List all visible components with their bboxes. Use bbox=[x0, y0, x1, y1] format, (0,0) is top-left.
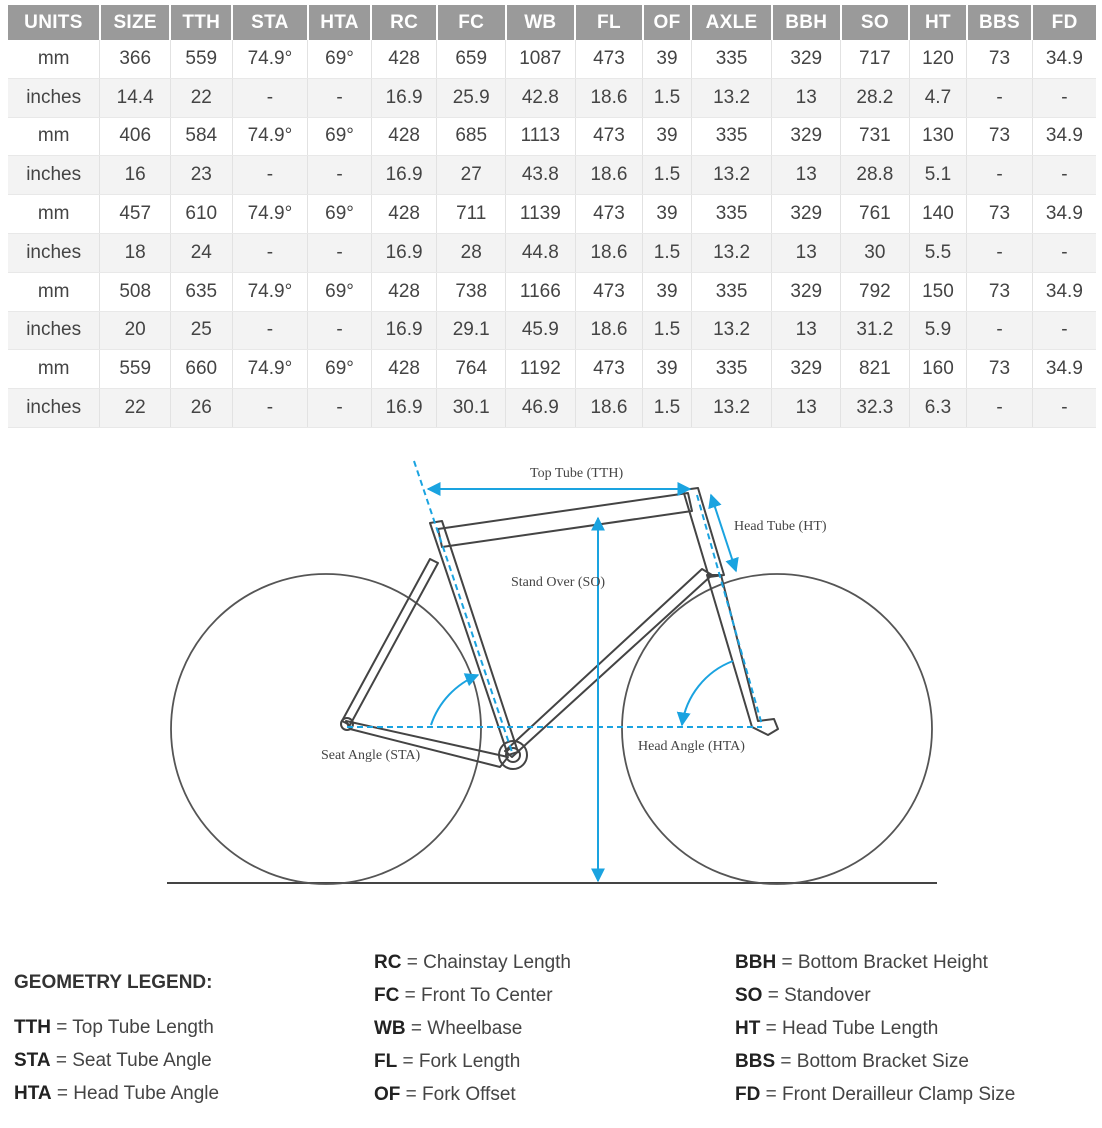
table-row bbox=[8, 117, 1096, 156]
legend-abbr: HTA bbox=[14, 1083, 52, 1104]
table-cell: 69° bbox=[308, 117, 372, 156]
table-cell: 34.9 bbox=[1032, 195, 1096, 234]
table-row bbox=[8, 156, 1096, 195]
table-cell: - bbox=[232, 156, 308, 195]
table-cell: 16.9 bbox=[371, 311, 437, 350]
table-cell: 13 bbox=[772, 78, 841, 117]
table-cell: 120 bbox=[909, 40, 967, 78]
table-cell: 28 bbox=[437, 233, 506, 272]
table-cell: 4.7 bbox=[909, 78, 967, 117]
legend-abbr: FD bbox=[735, 1084, 761, 1105]
table-cell: 140 bbox=[909, 195, 967, 234]
table-cell: inches bbox=[8, 311, 100, 350]
legend-item-of bbox=[374, 1084, 516, 1106]
legend-abbr: BBS bbox=[735, 1051, 776, 1072]
legend-description: = Head Tube Angle bbox=[51, 1083, 220, 1104]
table-cell: 26 bbox=[170, 389, 232, 428]
table-cell: 73 bbox=[967, 195, 1033, 234]
legend-abbr: OF bbox=[374, 1084, 401, 1105]
legend-item-tth bbox=[14, 1017, 214, 1039]
table-cell: - bbox=[1032, 78, 1096, 117]
table-cell: 335 bbox=[691, 350, 772, 389]
table-cell: 428 bbox=[371, 40, 437, 78]
table-cell: 74.9° bbox=[232, 40, 308, 78]
table-cell: 30 bbox=[841, 233, 910, 272]
legend-abbr: FL bbox=[374, 1051, 398, 1072]
table-cell: 23 bbox=[170, 156, 232, 195]
table-cell: 13.2 bbox=[691, 78, 772, 117]
table-cell: 27 bbox=[437, 156, 506, 195]
legend-abbr: RC bbox=[374, 952, 402, 973]
table-cell: 428 bbox=[371, 117, 437, 156]
legend-description: = Bottom Bracket Height bbox=[776, 952, 988, 973]
table-cell: - bbox=[1032, 156, 1096, 195]
column-header-wb: WB bbox=[506, 5, 576, 40]
table-cell: 335 bbox=[691, 195, 772, 234]
table-cell: 329 bbox=[772, 117, 841, 156]
table-cell: 635 bbox=[170, 272, 232, 311]
legend-item-rc bbox=[374, 952, 571, 974]
table-cell: 29.1 bbox=[437, 311, 506, 350]
table-cell: 1087 bbox=[506, 40, 576, 78]
label-stand-over: Stand Over (SO) bbox=[511, 575, 606, 590]
table-cell: 39 bbox=[643, 195, 691, 234]
legend-abbr: STA bbox=[14, 1050, 51, 1071]
label-top-tube: Top Tube (TTH) bbox=[530, 466, 624, 481]
table-cell: 13.2 bbox=[691, 156, 772, 195]
table-cell: 659 bbox=[437, 40, 506, 78]
table-cell: 16.9 bbox=[371, 389, 437, 428]
label-head-tube: Head Tube (HT) bbox=[734, 519, 827, 534]
column-header-so: SO bbox=[841, 5, 910, 40]
table-cell: 428 bbox=[371, 272, 437, 311]
table-cell: 39 bbox=[643, 272, 691, 311]
table-cell: 42.8 bbox=[506, 78, 576, 117]
table-cell: 13 bbox=[772, 389, 841, 428]
table-cell: 717 bbox=[841, 40, 910, 78]
table-cell: inches bbox=[8, 156, 100, 195]
legend-abbr: FC bbox=[374, 985, 400, 1006]
table-cell: 1.5 bbox=[643, 78, 691, 117]
column-header-bbh: BBH bbox=[772, 5, 841, 40]
table-cell: 130 bbox=[909, 117, 967, 156]
table-cell: 44.8 bbox=[506, 233, 576, 272]
table-cell: 39 bbox=[643, 40, 691, 78]
table-cell: 69° bbox=[308, 40, 372, 78]
table-cell: 13.2 bbox=[691, 233, 772, 272]
table-cell: 74.9° bbox=[232, 195, 308, 234]
table-cell: 685 bbox=[437, 117, 506, 156]
table-cell: 610 bbox=[170, 195, 232, 234]
table-cell: 731 bbox=[841, 117, 910, 156]
table-cell: 13 bbox=[772, 233, 841, 272]
table-cell: 43.8 bbox=[506, 156, 576, 195]
legend-item-bbs bbox=[735, 1051, 969, 1073]
legend-description: = Front To Center bbox=[399, 985, 553, 1006]
table-cell: 18 bbox=[100, 233, 171, 272]
legend-description: = Head Tube Length bbox=[760, 1018, 939, 1039]
table-row bbox=[8, 233, 1096, 272]
table-cell: 74.9° bbox=[232, 350, 308, 389]
table-cell: 1.5 bbox=[643, 311, 691, 350]
legend-abbr: HT bbox=[735, 1018, 761, 1039]
label-seat-angle: Seat Angle (STA) bbox=[321, 748, 421, 763]
column-header-fd: FD bbox=[1032, 5, 1096, 40]
table-cell: 18.6 bbox=[575, 389, 643, 428]
table-cell: 16 bbox=[100, 156, 171, 195]
table-cell: 18.6 bbox=[575, 233, 643, 272]
legend-item-fl bbox=[374, 1051, 520, 1073]
legend-item-so bbox=[735, 985, 871, 1007]
table-cell: - bbox=[308, 389, 372, 428]
table-cell: 711 bbox=[437, 195, 506, 234]
table-cell: 329 bbox=[772, 195, 841, 234]
table-cell: 34.9 bbox=[1032, 272, 1096, 311]
table-cell: 335 bbox=[691, 40, 772, 78]
table-cell: 13.2 bbox=[691, 389, 772, 428]
table-cell: 18.6 bbox=[575, 311, 643, 350]
legend-abbr: WB bbox=[374, 1018, 406, 1039]
geometry-table-header bbox=[8, 5, 1096, 40]
table-cell: - bbox=[1032, 311, 1096, 350]
table-cell: 18.6 bbox=[575, 78, 643, 117]
table-cell: 73 bbox=[967, 40, 1033, 78]
table-cell: inches bbox=[8, 389, 100, 428]
legend-item-wb bbox=[374, 1018, 522, 1040]
legend-description: = Fork Length bbox=[397, 1051, 521, 1072]
column-header-tth: TTH bbox=[170, 5, 232, 40]
table-cell: - bbox=[967, 389, 1033, 428]
table-cell: 473 bbox=[575, 272, 643, 311]
table-cell: 508 bbox=[100, 272, 171, 311]
table-cell: 335 bbox=[691, 117, 772, 156]
legend-description: = Fork Offset bbox=[400, 1084, 516, 1105]
legend-item-sta bbox=[14, 1050, 212, 1072]
table-cell: - bbox=[232, 311, 308, 350]
table-cell: 22 bbox=[100, 389, 171, 428]
column-header-of: OF bbox=[643, 5, 691, 40]
legend-title: GEOMETRY LEGEND: bbox=[14, 972, 213, 993]
table-cell: 335 bbox=[691, 272, 772, 311]
column-header-units: UNITS bbox=[8, 5, 100, 40]
table-cell: 73 bbox=[967, 272, 1033, 311]
table-cell: 74.9° bbox=[232, 117, 308, 156]
legend-description: = Chainstay Length bbox=[401, 952, 571, 973]
legend-description: = Wheelbase bbox=[405, 1018, 523, 1039]
table-cell: 39 bbox=[643, 117, 691, 156]
geometry-table-body bbox=[8, 40, 1096, 427]
table-cell: 473 bbox=[575, 195, 643, 234]
table-cell: 821 bbox=[841, 350, 910, 389]
table-cell: mm bbox=[8, 40, 100, 78]
table-cell: 366 bbox=[100, 40, 171, 78]
legend-description: = Bottom Bracket Size bbox=[775, 1051, 969, 1072]
table-cell: - bbox=[967, 311, 1033, 350]
table-cell: 1113 bbox=[506, 117, 576, 156]
legend-description: = Top Tube Length bbox=[50, 1017, 214, 1038]
table-cell: 559 bbox=[170, 40, 232, 78]
table-cell: 738 bbox=[437, 272, 506, 311]
bike-geometry-diagram bbox=[0, 425, 1102, 905]
table-cell: 329 bbox=[772, 350, 841, 389]
table-cell: 39 bbox=[643, 350, 691, 389]
table-cell: 14.4 bbox=[100, 78, 171, 117]
table-cell: - bbox=[232, 233, 308, 272]
legend-item-ht bbox=[735, 1018, 938, 1040]
table-cell: 406 bbox=[100, 117, 171, 156]
table-row bbox=[8, 195, 1096, 234]
table-cell: 30.1 bbox=[437, 389, 506, 428]
table-cell: 28.2 bbox=[841, 78, 910, 117]
table-cell: 457 bbox=[100, 195, 171, 234]
table-cell: 34.9 bbox=[1032, 350, 1096, 389]
table-cell: 584 bbox=[170, 117, 232, 156]
table-cell: mm bbox=[8, 117, 100, 156]
table-cell: 473 bbox=[575, 350, 643, 389]
table-cell: 660 bbox=[170, 350, 232, 389]
table-cell: - bbox=[308, 311, 372, 350]
legend-abbr: SO bbox=[735, 985, 763, 1006]
table-cell: 46.9 bbox=[506, 389, 576, 428]
column-header-fc: FC bbox=[437, 5, 506, 40]
table-cell: - bbox=[967, 156, 1033, 195]
table-cell: 761 bbox=[841, 195, 910, 234]
legend-description: = Seat Tube Angle bbox=[50, 1050, 212, 1071]
table-cell: 28.8 bbox=[841, 156, 910, 195]
column-header-axle: AXLE bbox=[691, 5, 772, 40]
geometry-legend bbox=[0, 950, 1102, 1120]
table-cell: 1166 bbox=[506, 272, 576, 311]
table-cell: 74.9° bbox=[232, 272, 308, 311]
table-cell: - bbox=[967, 78, 1033, 117]
geometry-table bbox=[8, 5, 1096, 428]
table-cell: mm bbox=[8, 195, 100, 234]
table-row bbox=[8, 272, 1096, 311]
table-cell: 22 bbox=[170, 78, 232, 117]
table-cell: mm bbox=[8, 350, 100, 389]
column-header-fl: FL bbox=[575, 5, 643, 40]
table-cell: 25.9 bbox=[437, 78, 506, 117]
table-cell: 16.9 bbox=[371, 156, 437, 195]
table-cell: - bbox=[308, 78, 372, 117]
table-cell: 559 bbox=[100, 350, 171, 389]
table-cell: 764 bbox=[437, 350, 506, 389]
table-cell: 32.3 bbox=[841, 389, 910, 428]
table-cell: - bbox=[1032, 389, 1096, 428]
table-cell: 5.9 bbox=[909, 311, 967, 350]
table-cell: - bbox=[1032, 233, 1096, 272]
column-header-sta: STA bbox=[232, 5, 308, 40]
table-cell: 24 bbox=[170, 233, 232, 272]
table-cell: inches bbox=[8, 78, 100, 117]
table-row bbox=[8, 389, 1096, 428]
table-cell: 428 bbox=[371, 195, 437, 234]
table-cell: - bbox=[308, 233, 372, 272]
table-cell: 18.6 bbox=[575, 156, 643, 195]
column-header-ht: HT bbox=[909, 5, 967, 40]
table-cell: 473 bbox=[575, 117, 643, 156]
legend-item-hta bbox=[14, 1083, 219, 1105]
table-cell: mm bbox=[8, 272, 100, 311]
table-cell: 5.1 bbox=[909, 156, 967, 195]
table-cell: - bbox=[967, 233, 1033, 272]
table-cell: 329 bbox=[772, 272, 841, 311]
table-cell: 69° bbox=[308, 272, 372, 311]
table-cell: 25 bbox=[170, 311, 232, 350]
table-cell: 6.3 bbox=[909, 389, 967, 428]
table-cell: 73 bbox=[967, 117, 1033, 156]
table-cell: 16.9 bbox=[371, 233, 437, 272]
table-cell: - bbox=[232, 389, 308, 428]
table-cell: 20 bbox=[100, 311, 171, 350]
table-cell: inches bbox=[8, 233, 100, 272]
legend-item-bbh bbox=[735, 952, 988, 974]
table-row bbox=[8, 311, 1096, 350]
table-cell: 473 bbox=[575, 40, 643, 78]
table-cell: - bbox=[308, 156, 372, 195]
legend-description: = Front Derailleur Clamp Size bbox=[760, 1084, 1016, 1105]
column-header-hta: HTA bbox=[308, 5, 372, 40]
table-row bbox=[8, 350, 1096, 389]
table-cell: - bbox=[232, 78, 308, 117]
header-row bbox=[8, 5, 1096, 40]
dimension-lines bbox=[347, 461, 762, 881]
table-row bbox=[8, 78, 1096, 117]
table-cell: 16.9 bbox=[371, 78, 437, 117]
table-cell: 31.2 bbox=[841, 311, 910, 350]
table-cell: 428 bbox=[371, 350, 437, 389]
table-cell: 34.9 bbox=[1032, 117, 1096, 156]
table-cell: 792 bbox=[841, 272, 910, 311]
table-cell: 73 bbox=[967, 350, 1033, 389]
table-cell: 329 bbox=[772, 40, 841, 78]
table-cell: 45.9 bbox=[506, 311, 576, 350]
legend-item-fc bbox=[374, 985, 553, 1007]
table-cell: 1.5 bbox=[643, 233, 691, 272]
table-cell: 5.5 bbox=[909, 233, 967, 272]
table-cell: 13 bbox=[772, 156, 841, 195]
table-cell: 1.5 bbox=[643, 389, 691, 428]
legend-description: = Standover bbox=[762, 985, 871, 1006]
table-cell: 1192 bbox=[506, 350, 576, 389]
table-cell: 69° bbox=[308, 350, 372, 389]
table-cell: 69° bbox=[308, 195, 372, 234]
legend-abbr: TTH bbox=[14, 1017, 51, 1038]
column-header-rc: RC bbox=[371, 5, 437, 40]
table-cell: 1139 bbox=[506, 195, 576, 234]
table-cell: 160 bbox=[909, 350, 967, 389]
table-row bbox=[8, 40, 1096, 78]
legend-abbr: BBH bbox=[735, 952, 777, 973]
table-cell: 13.2 bbox=[691, 311, 772, 350]
legend-item-fd bbox=[735, 1084, 1015, 1106]
label-head-angle: Head Angle (HTA) bbox=[638, 739, 745, 754]
table-cell: 1.5 bbox=[643, 156, 691, 195]
column-header-bbs: BBS bbox=[967, 5, 1033, 40]
table-cell: 150 bbox=[909, 272, 967, 311]
table-cell: 13 bbox=[772, 311, 841, 350]
column-header-size: SIZE bbox=[100, 5, 171, 40]
rear-wheel bbox=[171, 574, 481, 884]
table-cell: 34.9 bbox=[1032, 40, 1096, 78]
